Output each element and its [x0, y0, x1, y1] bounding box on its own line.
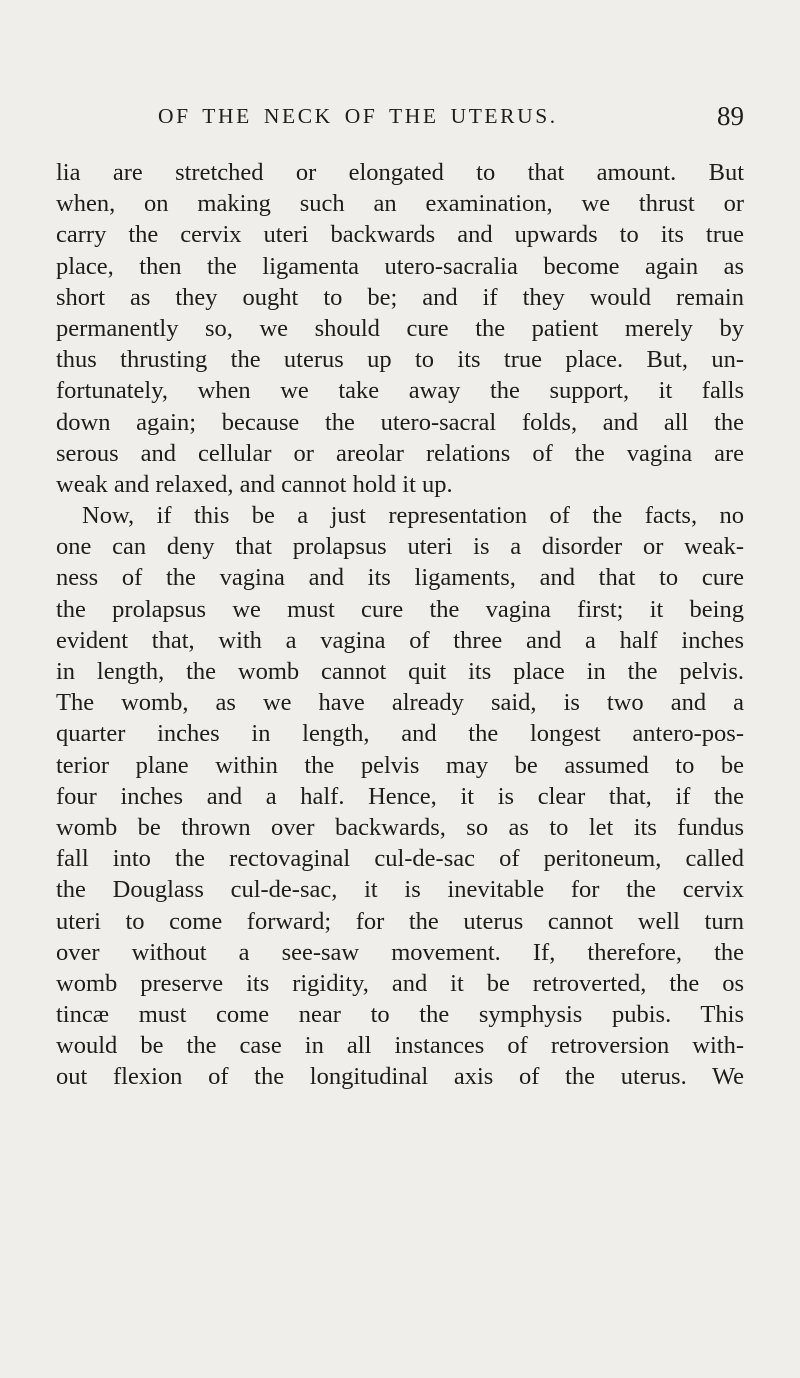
text-line: four inches and a half. Hence, it is clear that, if the — [56, 782, 744, 810]
text-line: short as they ought to be; and if they would remain — [56, 283, 744, 311]
text-line: when, on making such an examination, we thrust or — [56, 190, 744, 218]
page-header — [0, 101, 800, 144]
text-line: permanently so, we should cure the patient merely by — [56, 314, 744, 342]
text-line: the Douglass cul-de-sac, it is inevitable for the cervix — [56, 876, 744, 904]
text-line: carry the cervix uteri backwards and upwards to its true — [56, 221, 744, 249]
text-line: fall into the rectovaginal cul-de-sac of peritoneum, called — [56, 845, 744, 873]
body-text — [56, 157, 744, 1093]
text-line: the prolapsus we must cure the vagina first; it being — [56, 595, 744, 623]
text-line: place, then the ligamenta utero-sacralia become again as — [56, 252, 744, 280]
text-line: uteri to come forward; for the uterus cannot well turn — [56, 907, 744, 935]
text-line: womb preserve its rigidity, and it be retroverted, the os — [56, 969, 744, 997]
text-line: terior plane within the pelvis may be assumed to be — [56, 751, 744, 779]
text-line: Now, if this be a just representation of the facts, no — [82, 502, 744, 530]
text-line: thus thrusting the uterus up to its true place. But, un- — [56, 346, 744, 374]
text-line: serous and cellular or areolar relations of the vagina are — [56, 439, 744, 467]
text-line: over without a see-saw movement. If, therefore, the — [56, 938, 744, 966]
text-line: ness of the vagina and its ligaments, and that to cure — [56, 564, 744, 592]
text-line: down again; because the utero-sacral folds, and all the — [56, 408, 744, 436]
text-line: out flexion of the longitudinal axis of the uterus. We — [56, 1063, 744, 1091]
page-number: 89 — [717, 101, 744, 131]
text-line: tincæ must come near to the symphysis pubis. This — [56, 1001, 744, 1029]
text-line: would be the case in all instances of retroversion with- — [56, 1032, 744, 1060]
text-line: fortunately, when we take away the support, it falls — [56, 377, 744, 405]
text-line: in length, the womb cannot quit its place in the pelvis. — [56, 658, 744, 685]
text-line: The womb, as we have already said, is two and a — [56, 689, 744, 717]
text-line: lia are stretched or elongated to that amount. But — [56, 159, 744, 186]
text-line: quarter inches in length, and the longest antero-pos- — [56, 720, 744, 748]
text-line: womb be thrown over backwards, so as to let its fundus — [56, 813, 744, 841]
text-line: weak and relaxed, and cannot hold it up. — [56, 470, 453, 498]
text-line: evident that, with a vagina of three and a half inches — [56, 626, 744, 654]
text-line: one can deny that prolapsus uteri is a disorder or weak- — [56, 533, 744, 561]
running-head: OF THE NECK OF THE UTERUS. — [158, 104, 558, 128]
